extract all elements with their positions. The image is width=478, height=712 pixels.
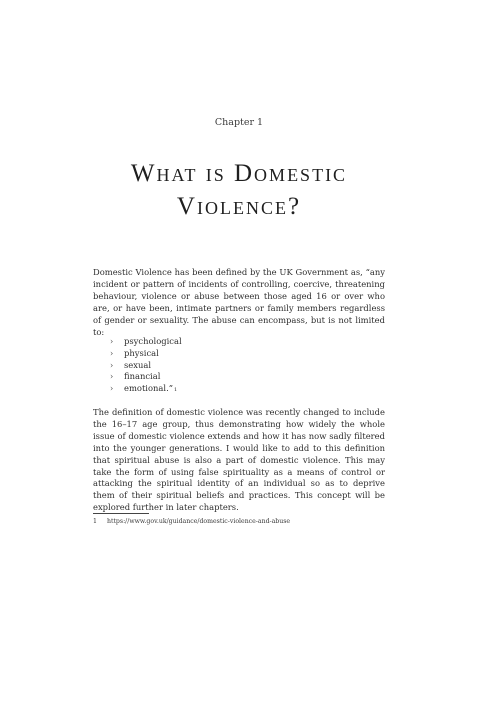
list-item: [110, 348, 182, 360]
footnote-link[interactable]: https://www.gov.uk/guidance/domestic-violence-and-abuse: [106, 518, 291, 525]
list-item: [110, 336, 182, 348]
list-item-text: financial: [124, 371, 161, 382]
list-item-text: psychological: [124, 336, 182, 346]
chapter-title: [0, 157, 478, 223]
list-item-text: sexual: [124, 359, 152, 370]
list-item-text: emotional.”: [124, 383, 174, 394]
paragraph-definition: Domestic Violence has been defined by the UK Government as, “any incident or pattern of incidents of controlling, coercive, threatening behaviour, violence or abuse between those aged 16 or over who are, or have been, intimate partners or family members regardless of gender or sexuality. The abuse can encompass, but is not limited to:: [93, 267, 385, 337]
abuse-types-list: [110, 336, 182, 397]
bullet-chevron-icon: ›: [110, 372, 114, 382]
bullet-chevron-icon: ›: [110, 337, 114, 346]
chapter-title-line-2: Violence?: [176, 193, 302, 220]
list-item: [110, 360, 182, 372]
bullet-chevron-icon: ›: [110, 384, 114, 394]
list-item: [110, 371, 182, 383]
paragraph-spiritual-abuse: The definition of domestic violence was recently changed to include the 16–17 age group, thus demonstrating how widely the whole issue of domestic violence extends and how it has now sadly filtered into the younger generations. I would like to add to this definition that spiritual abuse is also a part of domestic violence. This may take the form of using false spirituality as a means of control or attacking the spiritual identity of an individual so as to deprive them of their spiritual beliefs and practices. This concept will be explored further in later chapters.: [93, 407, 385, 513]
list-item: [110, 383, 182, 397]
footnote-divider: [93, 513, 149, 514]
footnote: [93, 518, 290, 525]
bullet-chevron-icon: ›: [110, 360, 114, 370]
footnote-reference[interactable]: 1: [174, 387, 178, 394]
chapter-label: Chapter 1: [214, 117, 264, 128]
footnote-number: 1: [93, 518, 97, 525]
list-item-text: physical: [124, 347, 159, 358]
chapter-title-line-1: What is Domestic: [130, 160, 348, 187]
bullet-chevron-icon: ›: [110, 348, 114, 358]
